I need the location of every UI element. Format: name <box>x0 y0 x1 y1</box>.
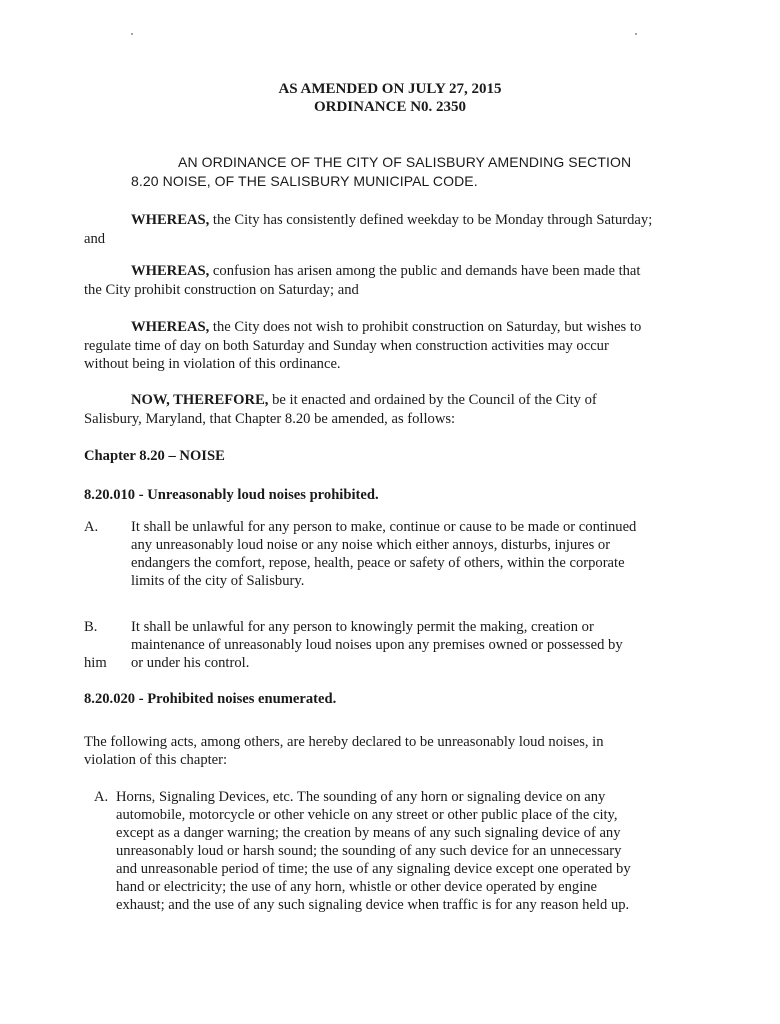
now-therefore-label: NOW, THEREFORE, <box>131 392 269 408</box>
whereas-3-line-1: WHEREAS, the City does not wish to prohibit construction on Saturday, but wishes to <box>131 319 642 335</box>
section-020-item-a-label: A. <box>94 789 109 805</box>
whereas-1-line-2: and <box>84 231 106 247</box>
ordinance-title-line-1: AN ORDINANCE OF THE CITY OF SALISBURY AMENDING SECTION <box>178 154 632 170</box>
section-020-intro-line-1: The following acts, among others, are hereby declared to be unreasonably loud noises, in <box>84 734 604 750</box>
scan-speck <box>635 33 637 35</box>
section-010-item-b-text: It shall be unlawful for any person to knowingly permit the making, creation or maintenance of unreasonably loud noises upon any premises owned or possessed by or under his control. <box>131 619 623 671</box>
section-010-heading: 8.20.010 - Unreasonably loud noises prohibited. <box>84 487 379 503</box>
whereas-2-line-2: the City prohibit construction on Saturday; and <box>84 282 359 298</box>
whereas-1-line-1: WHEREAS, the City has consistently defined weekday to be Monday through Saturday; <box>131 212 653 228</box>
section-010-item-b-label: B. <box>84 619 98 635</box>
section-020-heading: 8.20.020 - Prohibited noises enumerated. <box>84 691 337 707</box>
section-020-intro-line-2: violation of this chapter: <box>84 752 228 768</box>
whereas-3-line-2: regulate time of day on both Saturday and Sunday when construction activities may occur <box>84 338 609 354</box>
now-therefore-line-1: NOW, THEREFORE, be it enacted and ordained by the Council of the City of <box>131 392 597 408</box>
whereas-label: WHEREAS, <box>131 212 210 228</box>
section-010-item-a-label: A. <box>84 519 99 535</box>
now-therefore-line-2: Salisbury, Maryland, that Chapter 8.20 be amended, as follows: <box>84 411 456 427</box>
section-010-item-b-margin-word: him <box>84 655 107 671</box>
amended-date-heading: AS AMENDED ON JULY 27, 2015 <box>278 81 502 97</box>
whereas-3-line-3: without being in violation of this ordinance. <box>84 356 341 372</box>
chapter-heading: Chapter 8.20 – NOISE <box>84 448 225 464</box>
scan-speck <box>131 33 133 35</box>
ordinance-number-heading: ORDINANCE N0. 2350 <box>313 99 467 115</box>
whereas-2-line-1: WHEREAS, confusion has arisen among the public and demands have been made that <box>131 263 641 279</box>
whereas-label: WHEREAS, <box>131 263 210 279</box>
whereas-label: WHEREAS, <box>131 319 210 335</box>
section-020-item-a-text: Horns, Signaling Devices, etc. The sounding of any horn or signaling device on any automobile, motorcycle or other vehicle on any street or other public place of the city, except as a danger warning; the creation by means of any such signaling device of any unreasonably loud or harsh sound; the sounding of any such device for an unnecessary and unreasonable period of time; the use of any signaling device except one operated by hand or electricity; the use of any horn, whistle or other device operated by engine exhaust; and the use of any such signaling device when traffic is for any reason held up. <box>116 789 631 913</box>
section-010-item-a-text: It shall be unlawful for any person to make, continue or cause to be made or continued any unreasonably loud noise or any noise which either annoys, disturbs, injures or endangers the comfort, repose, health, peace or safety of others, within the corporate limits of the city of Salisbury. <box>131 519 637 589</box>
ordinance-title-line-2: 8.20 NOISE, OF THE SALISBURY MUNICIPAL CODE. <box>131 173 478 189</box>
